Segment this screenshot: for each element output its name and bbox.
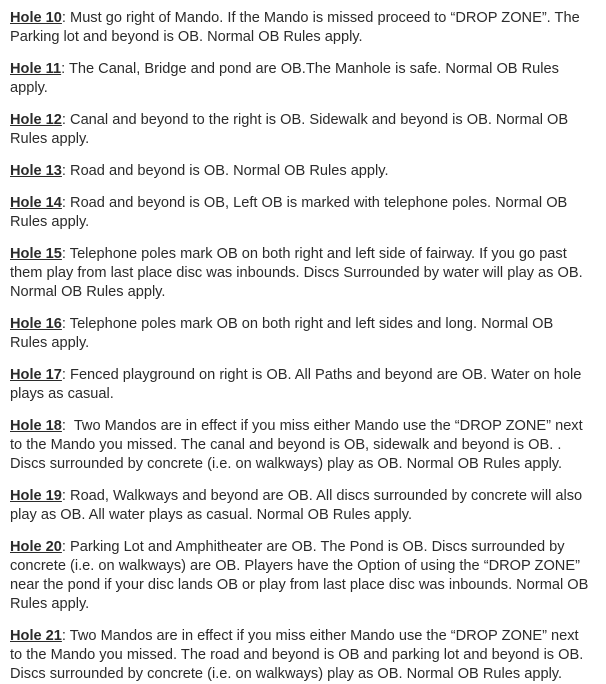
hole-label: Hole 15 xyxy=(10,246,62,262)
hole-rule-paragraph xyxy=(10,538,594,614)
hole-rule-text: : Canal and beyond to the right is OB. Sidewalk and beyond is OB. Normal OB Rules apply. xyxy=(10,112,573,147)
hole-rule-paragraph xyxy=(10,627,594,684)
hole-label: Hole 10 xyxy=(10,10,62,26)
hole-rule-paragraph xyxy=(10,9,594,47)
hole-rule-text: : Two Mandos are in effect if you miss either Mando use the “DROP ZONE” next to the Mando you missed. The road and beyond is OB and parking lot and beyond is OB. Discs surrounded by concrete (i.e. on walkways) play as OB. Normal OB Rules apply. xyxy=(10,628,588,682)
hole-label: Hole 17 xyxy=(10,367,62,383)
hole-label: Hole 19 xyxy=(10,488,62,504)
hole-rule-text: : Road, Walkways and beyond are OB. All discs surrounded by concrete will also play as OB. All water plays as casual. Normal OB Rules apply. xyxy=(10,488,587,523)
hole-rule-text: : Parking Lot and Amphitheater are OB. The Pond is OB. Discs surrounded by concrete (i.e. on walkways) are OB. Players have the Option of using the “DROP ZONE” near the pond if your disc lands OB or play from last place disc was inbounds. Normal OB Rules apply. xyxy=(10,539,593,612)
hole-rule-paragraph xyxy=(10,194,594,232)
hole-rule-text: : Road and beyond is OB, Left OB is marked with telephone poles. Normal OB Rules apply. xyxy=(10,195,572,230)
hole-rule-paragraph xyxy=(10,315,594,353)
hole-rule-paragraph xyxy=(10,111,594,149)
hole-label: Hole 12 xyxy=(10,112,62,128)
hole-rule-text: : Must go right of Mando. If the Mando is missed proceed to “DROP ZONE”. The Parking lot and beyond is OB. Normal OB Rules apply. xyxy=(10,10,584,45)
hole-label: Hole 21 xyxy=(10,628,62,644)
hole-rule-paragraph xyxy=(10,417,594,474)
hole-rule-paragraph xyxy=(10,366,594,404)
hole-rule-paragraph xyxy=(10,60,594,98)
hole-label: Hole 18 xyxy=(10,418,62,434)
hole-label: Hole 14 xyxy=(10,195,62,211)
hole-label: Hole 20 xyxy=(10,539,62,555)
hole-label: Hole 16 xyxy=(10,316,62,332)
hole-label: Hole 13 xyxy=(10,163,62,179)
hole-rule-text: : Road and beyond is OB. Normal OB Rules apply. xyxy=(61,163,389,179)
hole-label: Hole 11 xyxy=(10,61,62,77)
hole-rule-paragraph xyxy=(10,487,594,525)
hole-rule-paragraph xyxy=(10,245,594,302)
hole-rule-text: : The Canal, Bridge and pond are OB.The Manhole is safe. Normal OB Rules apply. xyxy=(10,61,563,96)
hole-rule-paragraph xyxy=(10,162,594,181)
hole-rule-text: : Fenced playground on right is OB. All Paths and beyond are OB. Water on hole plays as casual. xyxy=(10,367,586,402)
hole-rule-text: : Two Mandos are in effect if you miss either Mando use the “DROP ZONE” next to the Mando you missed. The canal and beyond is OB, sidewalk and beyond is OB. . Discs surrounded by concrete (i.e. on walkways) play as OB. Normal OB Rules apply. xyxy=(10,418,587,472)
hole-rule-text: : Telephone poles mark OB on both right and left sides and long. Normal OB Rules apply. xyxy=(10,316,558,351)
hole-rule-text: : Telephone poles mark OB on both right and left side of fairway. If you go past them play from last place disc was inbounds. Discs Surrounded by water will play as OB. Normal OB Rules apply. xyxy=(10,246,587,300)
